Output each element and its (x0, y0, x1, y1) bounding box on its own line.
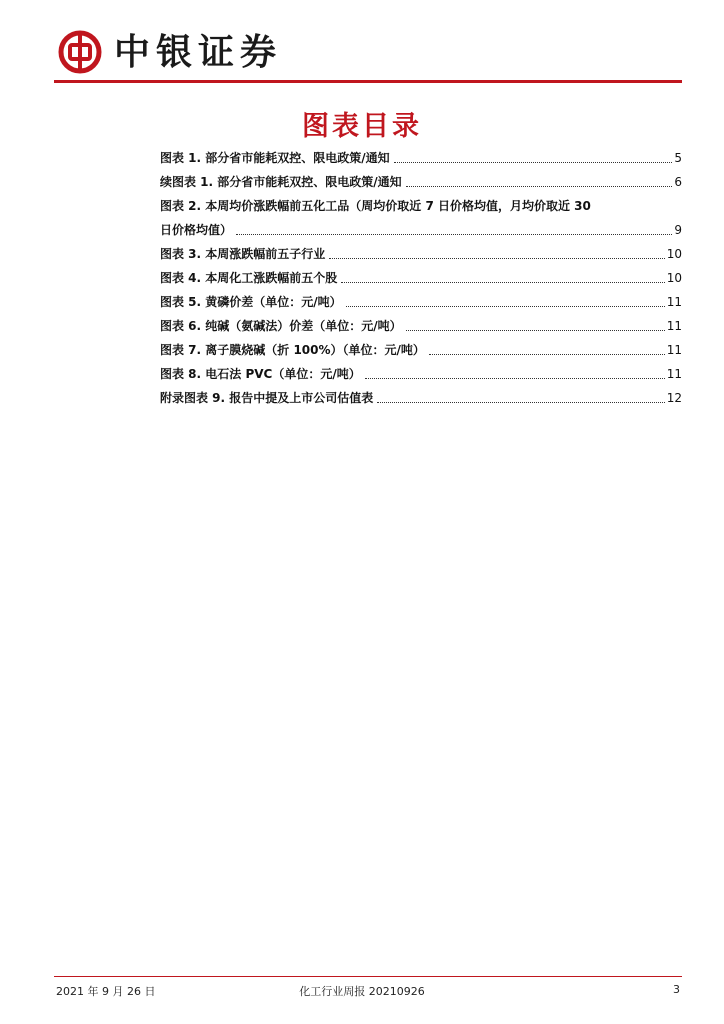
brand-name: 中银证券 (114, 31, 283, 73)
toc-entry-label: 图表 6. 纯碱（氨碱法）价差（单位：元/吨） (160, 319, 402, 333)
leader-dots (346, 305, 665, 307)
toc-entry-label: 图表 5. 黄磷价差（单位：元/吨） (160, 295, 342, 309)
toc-entry-label-continued: 日价格均值） (160, 223, 233, 237)
toc-entry[interactable] (160, 150, 682, 166)
toc-entry-page: 5 (674, 151, 682, 165)
toc-entry[interactable] (160, 318, 682, 334)
toc-entry-page: 10 (666, 271, 682, 285)
toc-entry[interactable] (160, 198, 682, 238)
toc-entry-page: 11 (666, 319, 682, 333)
toc-entry-page: 11 (666, 295, 682, 309)
leader-dots (429, 353, 665, 355)
toc-entry-label: 图表 1. 部分省市能耗双控、限电政策/通知 (160, 151, 390, 165)
toc-entry-page: 9 (674, 223, 682, 237)
leader-dots (365, 377, 665, 379)
toc-entry-page: 12 (666, 391, 682, 405)
toc-entry-page: 6 (674, 175, 682, 189)
table-of-figures (160, 150, 682, 414)
leader-dots (236, 233, 672, 235)
footer-date: 2021 年 9 月 26 日 (56, 985, 156, 998)
header (54, 22, 684, 82)
leader-dots (406, 185, 673, 187)
leader-dots (329, 257, 664, 259)
toc-entry-label: 图表 4. 本周化工涨跌幅前五个股 (160, 271, 338, 285)
toc-entry[interactable] (160, 366, 682, 382)
toc-entry-label: 图表 2. 本周均价涨跌幅前五化工品（周均价取近 7 日价格均值，月均价取近 30 (160, 199, 591, 213)
toc-entry-label: 图表 7. 离子膜烧碱（折 100%）（单位：元/吨） (160, 343, 425, 357)
footer-report-name: 化工行业周报 20210926 (299, 985, 425, 998)
toc-entry-label: 图表 3. 本周涨跌幅前五子行业 (160, 247, 326, 261)
toc-entry-label: 附录图表 9. 报告中提及上市公司估值表 (160, 391, 374, 405)
toc-title: 图表目录 (302, 111, 422, 142)
toc-entry-page: 11 (666, 343, 682, 357)
toc-entry[interactable] (160, 174, 682, 190)
leader-dots (406, 329, 665, 331)
toc-entry[interactable] (160, 246, 682, 262)
toc-entry[interactable] (160, 390, 682, 406)
toc-entry-page: 10 (666, 247, 682, 261)
footer-rule (54, 976, 682, 977)
toc-entry-label: 续图表 1. 部分省市能耗双控、限电政策/通知 (160, 175, 402, 189)
toc-entry-page: 11 (666, 367, 682, 381)
bank-of-china-logo-icon (58, 30, 102, 74)
leader-dots (341, 281, 664, 283)
toc-entry[interactable] (160, 342, 682, 358)
leader-dots (377, 401, 664, 403)
header-rule (54, 80, 682, 83)
leader-dots (394, 161, 673, 163)
toc-entry[interactable] (160, 294, 682, 310)
toc-entry[interactable] (160, 270, 682, 286)
toc-entry-label: 图表 8. 电石法 PVC（单位：元/吨） (160, 367, 361, 381)
footer-page-number: 3 (673, 983, 680, 996)
